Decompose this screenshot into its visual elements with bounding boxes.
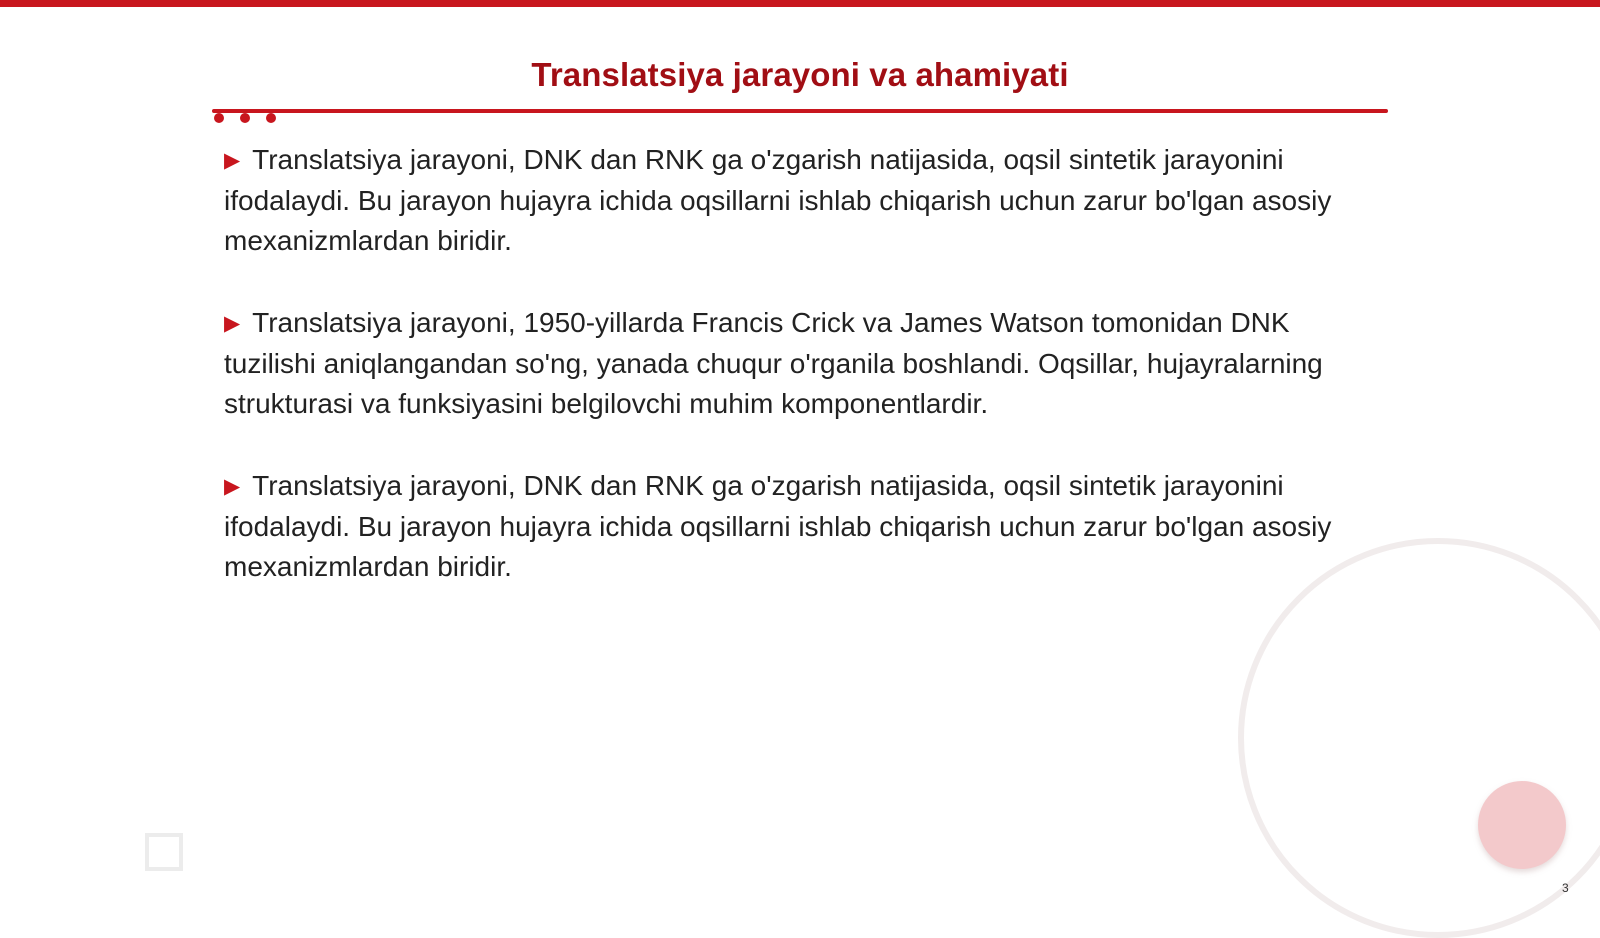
decorative-dot-2 [240, 113, 250, 123]
decorative-square-outline [145, 833, 183, 871]
triangle-bullet-icon: ▶ [224, 475, 241, 498]
bullet-text: Translatsiya jarayoni, DNK dan RNK ga o'zgarish natijasida, oqsil sintetik jarayonini ifodalaydi. Bu jarayon hujayra ichida oqsillarni ishlab chiqarish uchun zarur bo'lgan asosiy mexanizmlardan biridir. [224, 144, 1332, 256]
bullet-item [224, 466, 1374, 587]
decorative-circle-filled [1478, 781, 1566, 869]
slide-title: Translatsiya jarayoni va ahamiyati [531, 56, 1069, 93]
top-accent-bar [0, 0, 1600, 7]
bullet-text: Translatsiya jarayoni, DNK dan RNK ga o'zgarish natijasida, oqsil sintetik jarayonini ifodalaydi. Bu jarayon hujayra ichida oqsillarni ishlab chiqarish uchun zarur bo'lgan asosiy mexanizmlardan biridir. [224, 470, 1332, 582]
page-number: 3 [1562, 881, 1569, 895]
title-underline [212, 109, 1388, 113]
bullet-item [224, 303, 1374, 424]
decorative-dot-3 [266, 113, 276, 123]
bullet-list [224, 140, 1374, 629]
triangle-bullet-icon: ▶ [224, 149, 241, 172]
bullet-text: Translatsiya jarayoni, 1950-yillarda Francis Crick va James Watson tomonidan DNK tuzilishi aniqlangandan so'ng, yanada chuqur o'rganila boshlandi. Oqsillar, hujayralarning strukturasi va funksiyasini belgilovchi muhim komponentlardir. [224, 307, 1323, 419]
triangle-bullet-icon: ▶ [224, 312, 241, 335]
bullet-item [224, 140, 1374, 261]
decorative-dot-1 [214, 113, 224, 123]
